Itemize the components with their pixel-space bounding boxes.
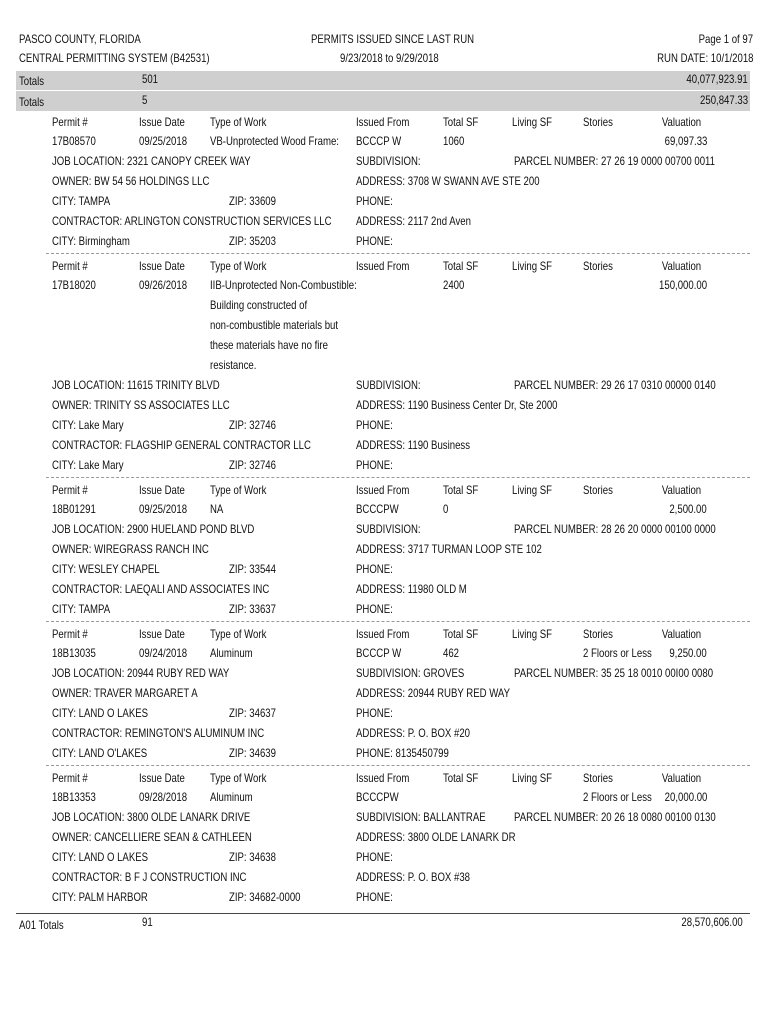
contractor-phone: PHONE: — [356, 234, 393, 248]
footer-totals-count: 91 — [142, 915, 153, 929]
contractor-city: CITY: TAMPA — [52, 602, 111, 616]
col-label-living-sf: Living SF — [512, 627, 553, 641]
contractor-city: CITY: Birmingham — [52, 234, 130, 248]
subdivision: SUBDIVISION: BALLANTRAE — [356, 810, 486, 824]
record-separator — [46, 253, 750, 254]
owner: OWNER: TRAVER MARGARET A — [52, 686, 198, 700]
permit-number: 17B08570 — [52, 134, 96, 148]
col-label-total-sf: Total SF — [443, 259, 479, 273]
owner-zip: ZIP: 33609 — [229, 194, 276, 208]
issue-date: 09/25/2018 — [139, 502, 188, 516]
col-label-type: Type of Work — [210, 483, 267, 497]
col-label-type: Type of Work — [210, 771, 267, 785]
parcel-number: PARCEL NUMBER: 28 26 20 0000 00100 0000 — [514, 522, 716, 536]
owner-city: CITY: LAND O LAKES — [52, 706, 149, 720]
contractor-city: CITY: LAND O'LAKES — [52, 746, 148, 760]
type-of-work: Aluminum — [210, 646, 253, 660]
owner-zip: ZIP: 33544 — [229, 562, 276, 576]
permit-number: 18B13035 — [52, 646, 96, 660]
col-label-living-sf: Living SF — [512, 115, 553, 129]
col-label-permit: Permit # — [52, 771, 88, 785]
contractor: CONTRACTOR: B F J CONSTRUCTION INC — [52, 870, 247, 884]
owner-city: CITY: WESLEY CHAPEL — [52, 562, 160, 576]
type-of-work: these materials have no fire — [210, 338, 328, 352]
issued-from: BCCCP W — [356, 134, 402, 148]
owner-city: CITY: TAMPA — [52, 194, 111, 208]
owner-zip: ZIP: 32746 — [229, 418, 276, 432]
issue-date: 09/24/2018 — [139, 646, 188, 660]
owner-city: CITY: LAND O LAKES — [52, 850, 149, 864]
totals-label: Totals — [19, 74, 45, 88]
col-label-stories: Stories — [583, 259, 613, 273]
permit-number: 18B01291 — [52, 502, 96, 516]
col-label-permit: Permit # — [52, 115, 88, 129]
footer-rule — [16, 913, 750, 914]
totals-label: Totals — [19, 95, 45, 109]
owner: OWNER: TRINITY SS ASSOCIATES LLC — [52, 398, 230, 412]
contractor-phone: PHONE: — [356, 458, 393, 472]
permit-number: 17B18020 — [52, 278, 96, 292]
contractor-address: ADDRESS: 11980 OLD M — [356, 582, 467, 596]
contractor-address: ADDRESS: P. O. BOX #38 — [356, 870, 471, 884]
col-label-issued-from: Issued From — [356, 627, 410, 641]
valuation: 2,500.00 — [669, 502, 707, 516]
col-label-issued-from: Issued From — [356, 115, 410, 129]
stories: 2 Floors or Less — [583, 646, 652, 660]
col-label-type: Type of Work — [210, 259, 267, 273]
job-location: JOB LOCATION: 2900 HUELAND POND BLVD — [52, 522, 255, 536]
owner-phone: PHONE: — [356, 562, 393, 576]
totals-count: 501 — [142, 72, 159, 86]
owner-phone: PHONE: — [356, 706, 393, 720]
totals-amount: 250,847.33 — [699, 93, 748, 107]
col-label-living-sf: Living SF — [512, 483, 553, 497]
type-of-work: Building constructed of — [210, 298, 308, 312]
col-label-total-sf: Total SF — [443, 771, 479, 785]
totals-amount: 40,077,923.91 — [686, 72, 748, 86]
contractor-address: ADDRESS: P. O. BOX #20 — [356, 726, 471, 740]
parcel-number: PARCEL NUMBER: 29 26 17 0310 00000 0140 — [514, 378, 716, 392]
type-of-work: IIB-Unprotected Non-Combustible: — [210, 278, 357, 292]
col-label-type: Type of Work — [210, 627, 267, 641]
contractor: CONTRACTOR: LAEQALI AND ASSOCIATES INC — [52, 582, 270, 596]
type-of-work: Aluminum — [210, 790, 253, 804]
col-label-valuation: Valuation — [661, 483, 701, 497]
record-separator — [46, 477, 750, 478]
owner-address: ADDRESS: 3800 OLDE LANARK DR — [356, 830, 516, 844]
issue-date: 09/25/2018 — [139, 134, 188, 148]
issue-date: 09/26/2018 — [139, 278, 188, 292]
issue-date: 09/28/2018 — [139, 790, 188, 804]
col-label-issued-from: Issued From — [356, 483, 410, 497]
type-of-work: non-combustible materials but — [210, 318, 339, 332]
system-name: CENTRAL PERMITTING SYSTEM (B42531) — [19, 51, 210, 65]
col-label-type: Type of Work — [210, 115, 267, 129]
totals-band — [16, 91, 750, 111]
subdivision: SUBDIVISION: — [356, 154, 421, 168]
job-location: JOB LOCATION: 3800 OLDE LANARK DRIVE — [52, 810, 251, 824]
report-title: PERMITS ISSUED SINCE LAST RUN — [311, 32, 475, 46]
col-label-issue-date: Issue Date — [139, 259, 185, 273]
run-date: RUN DATE: 10/1/2018 — [656, 51, 753, 65]
issued-from: BCCCPW — [356, 502, 399, 516]
col-label-valuation: Valuation — [661, 259, 701, 273]
col-label-stories: Stories — [583, 483, 613, 497]
owner: OWNER: WIREGRASS RANCH INC — [52, 542, 209, 556]
date-range: 9/23/2018 to 9/29/2018 — [340, 51, 439, 65]
col-label-total-sf: Total SF — [443, 115, 479, 129]
total-sf: 2400 — [443, 278, 465, 292]
stories: 2 Floors or Less — [583, 790, 652, 804]
subdivision: SUBDIVISION: — [356, 522, 421, 536]
col-label-stories: Stories — [583, 115, 613, 129]
contractor-zip: ZIP: 34682-0000 — [229, 890, 301, 904]
county-name: PASCO COUNTY, FLORIDA — [19, 32, 141, 46]
owner: OWNER: CANCELLIERE SEAN & CATHLEEN — [52, 830, 252, 844]
col-label-stories: Stories — [583, 771, 613, 785]
contractor: CONTRACTOR: FLAGSHIP GENERAL CONTRACTOR LLC — [52, 438, 311, 452]
col-label-valuation: Valuation — [661, 115, 701, 129]
col-label-issue-date: Issue Date — [139, 771, 185, 785]
issued-from: BCCCP W — [356, 646, 402, 660]
contractor: CONTRACTOR: ARLINGTON CONSTRUCTION SERVICES LLC — [52, 214, 332, 228]
col-label-living-sf: Living SF — [512, 259, 553, 273]
total-sf: 1060 — [443, 134, 465, 148]
total-sf: 462 — [443, 646, 460, 660]
contractor-city: CITY: PALM HARBOR — [52, 890, 148, 904]
type-of-work: VB-Unprotected Wood Frame: — [210, 134, 339, 148]
owner-address: ADDRESS: 1190 Business Center Dr, Ste 2000 — [356, 398, 558, 412]
contractor-zip: ZIP: 34639 — [229, 746, 276, 760]
issued-from: BCCCPW — [356, 790, 399, 804]
contractor-address: ADDRESS: 1190 Business — [356, 438, 471, 452]
col-label-issue-date: Issue Date — [139, 627, 185, 641]
valuation: 150,000.00 — [658, 278, 707, 292]
col-label-living-sf: Living SF — [512, 771, 553, 785]
contractor-phone: PHONE: — [356, 602, 393, 616]
owner-address: ADDRESS: 20944 RUBY RED WAY — [356, 686, 511, 700]
col-label-permit: Permit # — [52, 627, 88, 641]
col-label-issued-from: Issued From — [356, 259, 410, 273]
job-location: JOB LOCATION: 20944 RUBY RED WAY — [52, 666, 230, 680]
record-separator — [46, 621, 750, 622]
col-label-issue-date: Issue Date — [139, 483, 185, 497]
valuation: 9,250.00 — [669, 646, 707, 660]
contractor-phone: PHONE: — [356, 890, 393, 904]
footer-totals-amount: 28,570,606.00 — [681, 915, 743, 929]
owner-phone: PHONE: — [356, 418, 393, 432]
valuation: 69,097.33 — [664, 134, 707, 148]
permit-number: 18B13353 — [52, 790, 96, 804]
contractor-city: CITY: Lake Mary — [52, 458, 124, 472]
subdivision: SUBDIVISION: GROVES — [356, 666, 465, 680]
col-label-valuation: Valuation — [661, 627, 701, 641]
type-of-work: resistance. — [210, 358, 257, 372]
contractor-zip: ZIP: 35203 — [229, 234, 276, 248]
owner-address: ADDRESS: 3708 W SWANN AVE STE 200 — [356, 174, 540, 188]
contractor-zip: ZIP: 33637 — [229, 602, 276, 616]
owner-address: ADDRESS: 3717 TURMAN LOOP STE 102 — [356, 542, 542, 556]
owner-zip: ZIP: 34637 — [229, 706, 276, 720]
col-label-valuation: Valuation — [661, 771, 701, 785]
parcel-number: PARCEL NUMBER: 35 25 18 0010 00I00 0080 — [514, 666, 714, 680]
job-location: JOB LOCATION: 2321 CANOPY CREEK WAY — [52, 154, 251, 168]
owner: OWNER: BW 54 56 HOLDINGS LLC — [52, 174, 210, 188]
owner-phone: PHONE: — [356, 194, 393, 208]
job-location: JOB LOCATION: 11615 TRINITY BLVD — [52, 378, 220, 392]
contractor-address: ADDRESS: 2117 2nd Aven — [356, 214, 471, 228]
owner-zip: ZIP: 34638 — [229, 850, 276, 864]
col-label-total-sf: Total SF — [443, 627, 479, 641]
parcel-number: PARCEL NUMBER: 20 26 18 0080 00100 0130 — [514, 810, 716, 824]
col-label-permit: Permit # — [52, 259, 88, 273]
owner-city: CITY: Lake Mary — [52, 418, 124, 432]
valuation: 20,000.00 — [664, 790, 707, 804]
col-label-permit: Permit # — [52, 483, 88, 497]
contractor-phone: PHONE: 8135450799 — [356, 746, 449, 760]
type-of-work: NA — [210, 502, 224, 516]
col-label-issued-from: Issued From — [356, 771, 410, 785]
owner-phone: PHONE: — [356, 850, 393, 864]
contractor: CONTRACTOR: REMINGTON'S ALUMINUM INC — [52, 726, 265, 740]
parcel-number: PARCEL NUMBER: 27 26 19 0000 00700 0011 — [514, 154, 716, 168]
footer-totals-label: A01 Totals — [19, 918, 64, 932]
col-label-total-sf: Total SF — [443, 483, 479, 497]
totals-band — [16, 71, 750, 90]
subdivision: SUBDIVISION: — [356, 378, 421, 392]
page-number: Page 1 of 97 — [698, 32, 753, 46]
col-label-stories: Stories — [583, 627, 613, 641]
col-label-issue-date: Issue Date — [139, 115, 185, 129]
total-sf: 0 — [443, 502, 449, 516]
record-separator — [46, 765, 750, 766]
contractor-zip: ZIP: 32746 — [229, 458, 276, 472]
totals-count: 5 — [142, 93, 148, 107]
